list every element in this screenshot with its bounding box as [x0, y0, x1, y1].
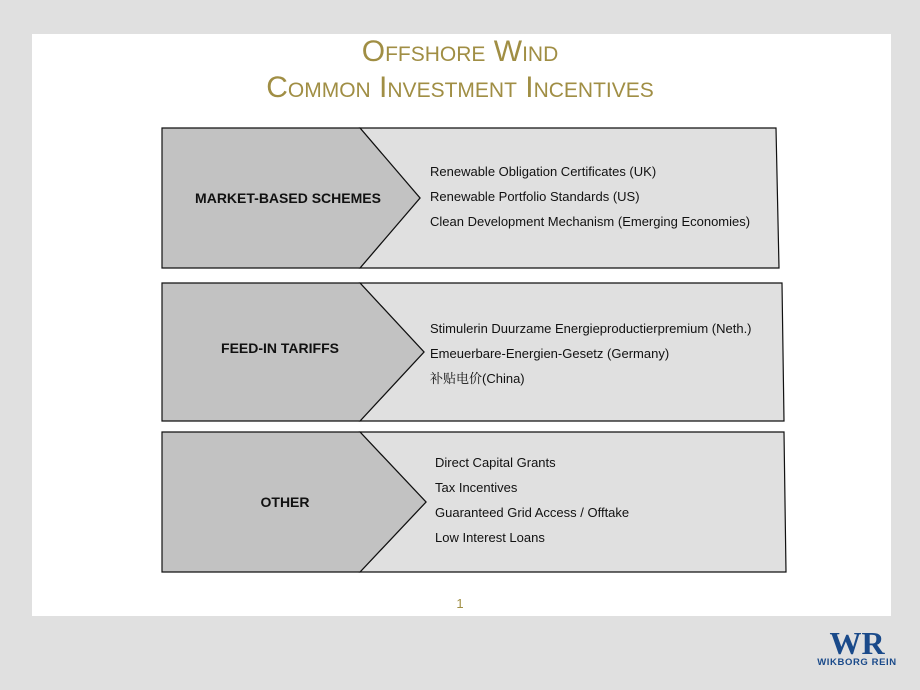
section-3-label: OTHER: [260, 494, 310, 510]
page-number: 1: [456, 596, 464, 611]
section-1-items: [430, 159, 750, 234]
section-2-items: [430, 316, 752, 391]
logo-text: WIKBORG REIN: [817, 657, 897, 668]
section-3-items: [435, 450, 629, 550]
list-item: Renewable Portfolio Standards (US): [430, 189, 640, 204]
list-item: Renewable Obligation Certificates (UK): [430, 164, 657, 179]
list-item: Low Interest Loans: [435, 530, 545, 545]
section-1-label: MARKET-BASED SCHEMES: [195, 190, 381, 206]
title-line-2: Common Investment Incentives: [266, 71, 654, 104]
list-item: Emeuerbare-Energien-Gesetz (Germany): [430, 346, 670, 361]
list-item: Guaranteed Grid Access / Offtake: [435, 505, 630, 520]
list-item: 补贴电价(China): [430, 371, 525, 386]
section-2-label: FEED-IN TARIFFS: [221, 340, 339, 356]
list-item: Clean Development Mechanism (Emerging Economies): [430, 214, 751, 229]
list-item: Direct Capital Grants: [435, 455, 556, 470]
list-item: Tax Incentives: [435, 480, 518, 495]
list-item: Stimulerin Duurzame Energieproductierpremium (Neth.): [430, 321, 752, 336]
logo-monogram: WR: [829, 625, 885, 661]
title-line-1: Offshore Wind: [361, 35, 559, 68]
